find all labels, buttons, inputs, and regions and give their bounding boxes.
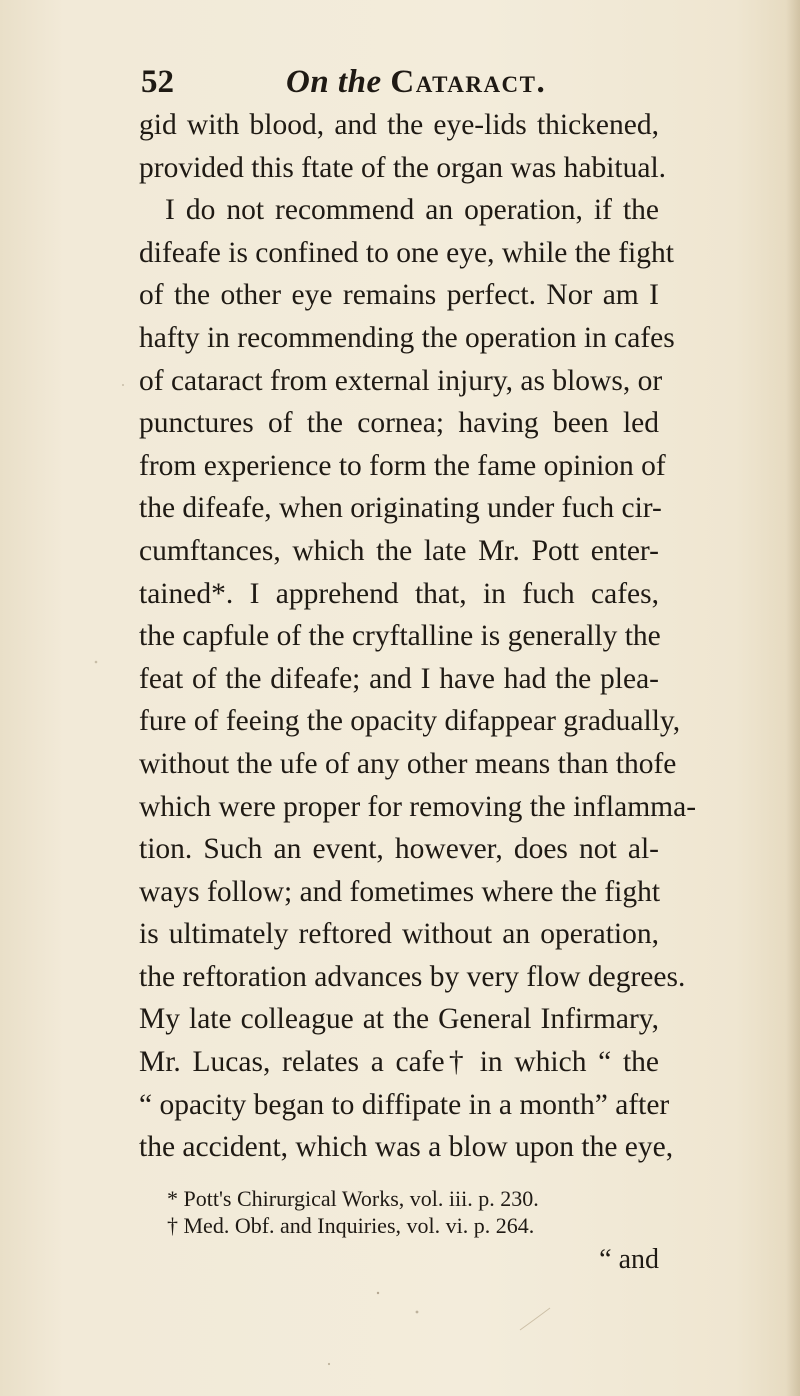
text-line: tion. Such an event, however, does not al- bbox=[139, 833, 659, 866]
text-line: is ultimately reftored without an operation, bbox=[139, 918, 659, 951]
page-number: 52 bbox=[141, 64, 174, 100]
text-line: which were proper for removing the inflamma- bbox=[139, 790, 697, 823]
text-line: hafty in recommending the operation in cafes bbox=[139, 321, 675, 354]
paper-speck bbox=[328, 1363, 330, 1365]
running-title-italic: On the bbox=[286, 64, 382, 100]
paper-speck bbox=[416, 1311, 419, 1314]
text-line: the capfule of the cryftalline is generally the bbox=[139, 620, 661, 653]
text-line: punctures of the cornea; having been led bbox=[139, 407, 659, 440]
page-edge-shadow bbox=[786, 0, 800, 1396]
text-line: ways follow; and fometimes where the fight bbox=[139, 875, 661, 908]
body-text bbox=[139, 104, 697, 1169]
running-title bbox=[286, 62, 546, 102]
text-line: fure of feeing the opacity difappear gradually, bbox=[139, 705, 681, 738]
text-line: from experience to form the fame opinion of bbox=[139, 449, 666, 482]
running-title-caps: Cataract. bbox=[390, 64, 547, 100]
text-line: the difeafe, when originating under fuch cir- bbox=[139, 492, 662, 525]
text-line: of cataract from external injury, as blows, or bbox=[139, 364, 663, 397]
text-line: “ opacity began to diffipate in a month” after bbox=[139, 1088, 670, 1121]
footnote: † Med. Obf. and Inquiries, vol. vi. p. 264. bbox=[167, 1213, 535, 1238]
text-line: difeafe is confined to one eye, while the fight bbox=[139, 236, 674, 269]
text-line: the reftoration advances by very flow degrees. bbox=[139, 960, 686, 993]
text-line: My late colleague at the General Infirmary, bbox=[139, 1003, 659, 1036]
catchword: “ and bbox=[599, 1244, 659, 1275]
text-line: of the other eye remains perfect. Nor am I bbox=[139, 279, 659, 312]
paper-fiber bbox=[520, 1308, 550, 1330]
text-line: gid with blood, and the eye-lids thickened, bbox=[139, 109, 659, 141]
text-line: provided this ftate of the organ was habitual. bbox=[139, 151, 667, 184]
paper-speck bbox=[377, 1292, 379, 1294]
text-line: feat of the difeafe; and I have had the plea- bbox=[139, 662, 659, 695]
text-line: cumftances, which the late Mr. Pott enter- bbox=[139, 534, 659, 567]
footnotes bbox=[139, 1185, 659, 1239]
paper-speck bbox=[122, 384, 124, 386]
text-line: I do not recommend an operation, if the bbox=[165, 194, 659, 227]
running-head bbox=[141, 62, 661, 102]
text-line: the accident, which was a blow upon the eye, bbox=[139, 1131, 674, 1164]
paper-speck bbox=[95, 661, 98, 664]
footnote: * Pott's Chirurgical Works, vol. iii. p. 230. bbox=[167, 1186, 539, 1211]
text-line: tained*. I apprehend that, in fuch cafes, bbox=[139, 577, 659, 610]
text-line: without the ufe of any other means than thofe bbox=[139, 747, 677, 780]
text-line: Mr. Lucas, relates a cafe† in which “ the bbox=[139, 1046, 659, 1079]
